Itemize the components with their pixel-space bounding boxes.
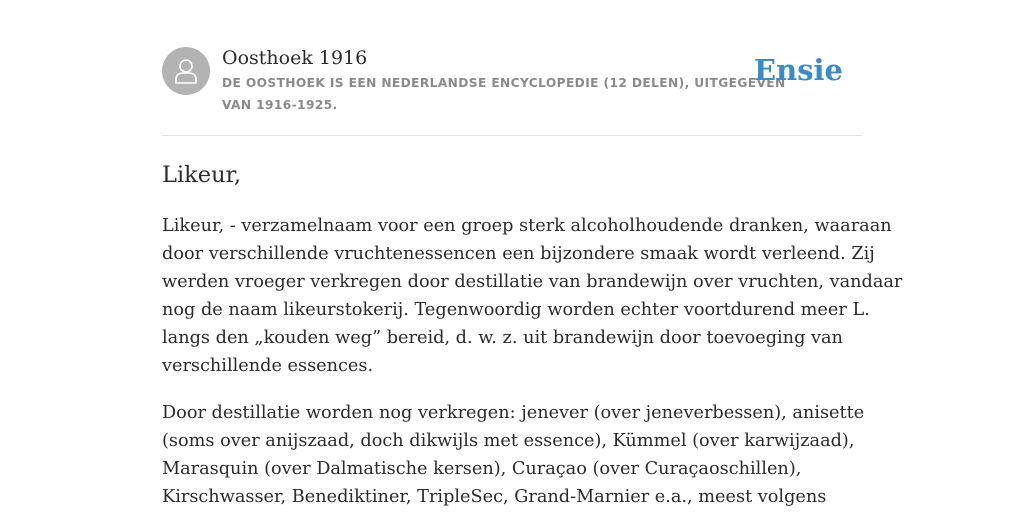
ensie-logo-link[interactable]: Ensie — [754, 53, 843, 87]
text-line: Likeur, - verzamelnaam voor een groep sterk alcoholhoudende dranken, waaraan — [162, 216, 892, 236]
source-title[interactable]: Oosthoek 1916 — [222, 47, 368, 69]
text-line: nog de naam likeurstokerij. Tegenwoordig worden echter voortdurend meer L. — [162, 300, 870, 320]
text-line: door verschillende vruchtenessencen een bijzondere smaak wordt verleend. Zij — [162, 244, 875, 264]
text-line: Kirschwasser, Benediktiner, TripleSec, Grand-Marnier e.a., meest volgens — [162, 487, 827, 507]
entry-paragraph — [162, 399, 882, 511]
entry-paragraph — [162, 212, 903, 380]
text-line: (soms over anijszaad, doch dikwijls met essence), Kümmel (over karwijzaad), — [162, 431, 855, 451]
text-line: Marasquin (over Dalmatische kersen), Curaçao (over Curaçaoschillen), — [162, 459, 802, 479]
text-line: Door destillatie worden nog verkregen: jenever (over jeneverbessen), anisette — [162, 403, 865, 423]
avatar[interactable] — [162, 47, 210, 95]
source-description-line: VAN 1916-1925. — [222, 98, 338, 112]
text-line: werden vroeger verkregen door destillatie van brandewijn over vruchten, vandaar — [162, 272, 903, 292]
user-icon — [173, 57, 199, 85]
source-header — [162, 46, 862, 136]
source-description-line: DE OOSTHOEK IS EEN NEDERLANDSE ENCYCLOPEDIE (12 DELEN), UITGEGEVEN — [222, 76, 786, 90]
entry-body — [162, 212, 903, 512]
text-line: langs den „kouden weg” bereid, d. w. z. uit brandewijn door toevoeging van — [162, 328, 843, 348]
source-description — [222, 72, 786, 116]
header-divider — [162, 135, 862, 136]
entry-title: Likeur, — [162, 162, 242, 188]
text-line: verschillende essences. — [162, 356, 374, 376]
